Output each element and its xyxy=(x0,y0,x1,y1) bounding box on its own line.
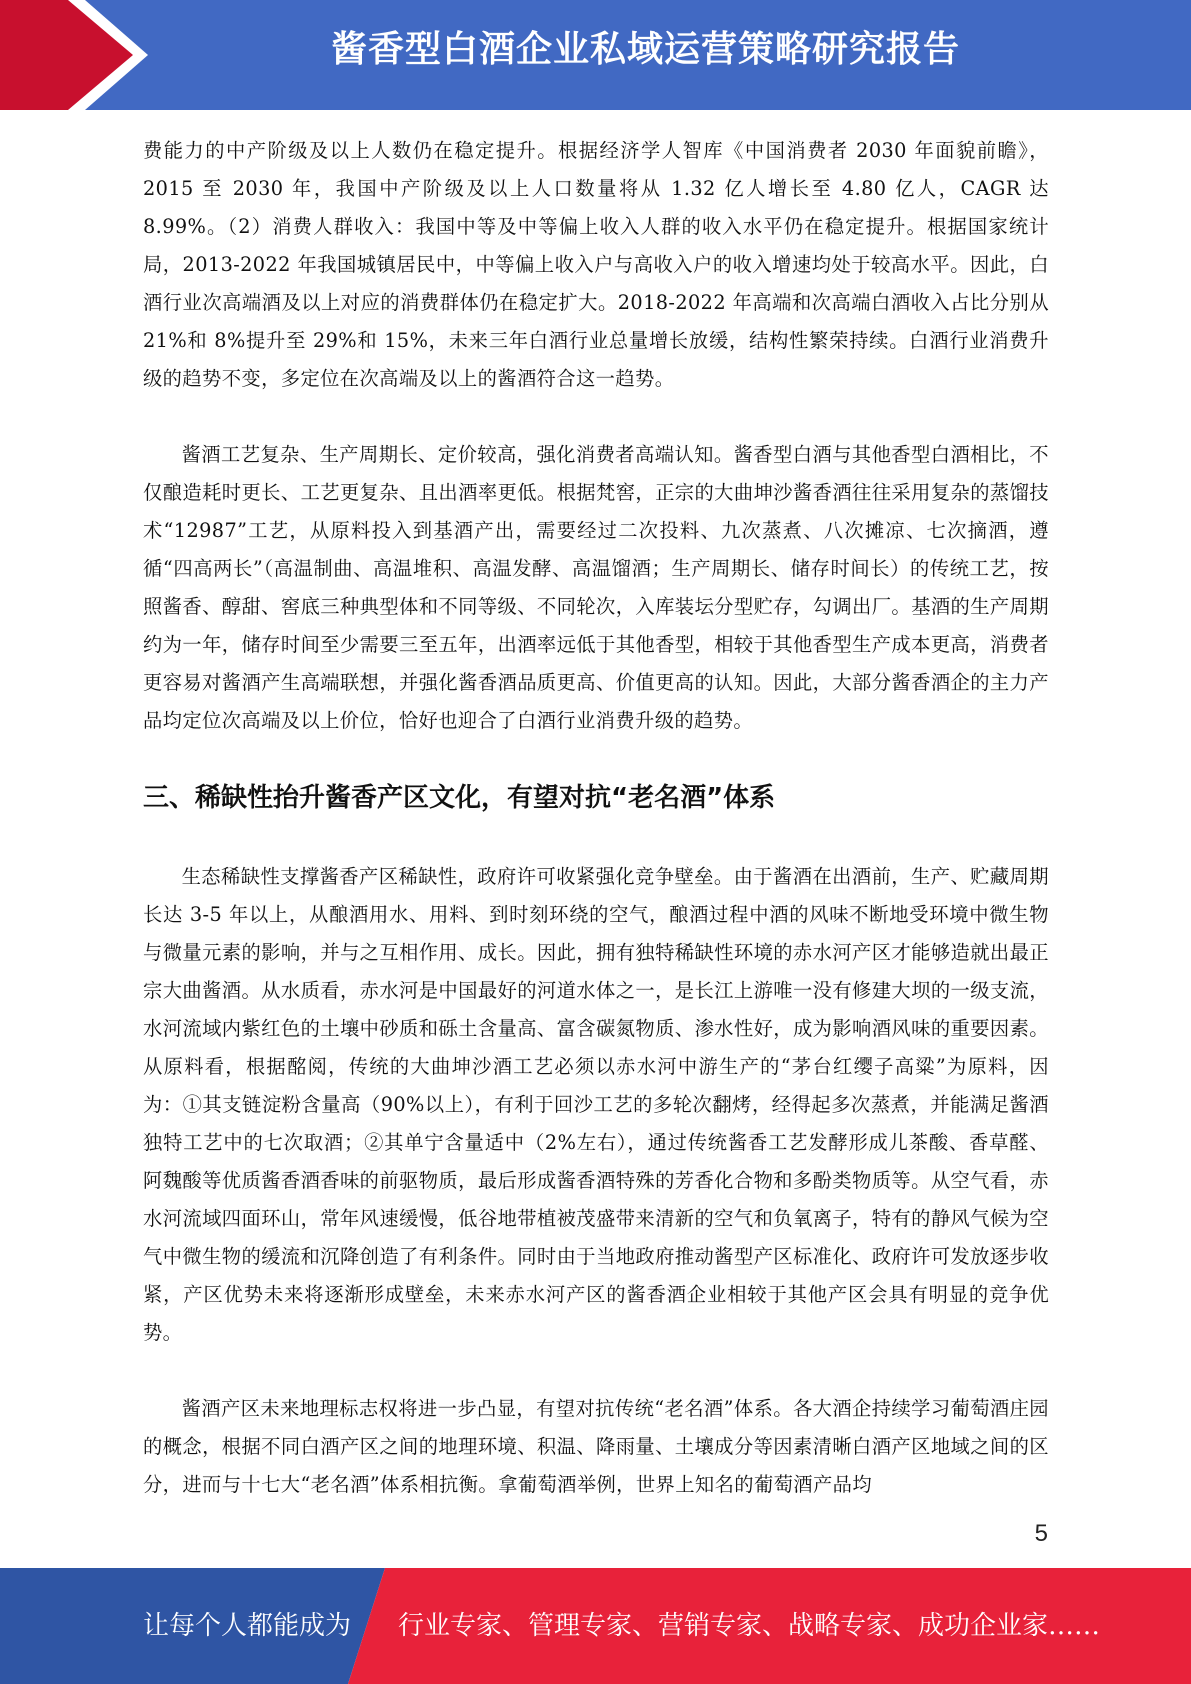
red-arrow-decoration xyxy=(0,0,160,110)
page-number: 5 xyxy=(1034,1520,1048,1547)
page-footer xyxy=(0,1568,1191,1684)
paragraph-4: 酱酒产区未来地理标志权将进一步凸显，有望对抗传统“老名酒”体系。各大酒企持续学习葡萄酒庄园的概念，根据不同白酒产区之间的地理环境、积温、降雨量、土壤成分等因素清晰白酒产区地域之间的区分，进而与十七大“老名酒”体系相抗衡。拿葡萄酒举例，世界上知名的葡萄酒产品均 xyxy=(143,1397,1049,1496)
page-body xyxy=(143,132,1049,1504)
page-header xyxy=(0,0,1191,110)
paragraph-1: 费能力的中产阶级及以上人数仍在稳定提升。根据经济学人智库《中国消费者 2030 年面貌前瞻》，2015 至 2030 年，我国中产阶级及以上人口数量将从 1.32 亿人增长至 4.80 亿人，CAGR 达 8.99%。（2）消费人群收入：我国中等及中等偏上收入人群的收入水平仍在稳定提升。根据国家统计局，2013-2022 年我国城镇居民中，中等偏上收入户与高收入户的收入增速均处于较高水平。因此，白酒行业次高端酒及以上对应的消费群体仍在稳定扩大。2018-2022 年高端和次高端白酒收入占比分别从 21%和 8%提升至 29%和 15%，未来三年白酒行业总量增长放缓，结构性繁荣持续。白酒行业消费升级的趋势不变，多定位在次高端及以上的酱酒符合这一趋势。 xyxy=(143,139,1049,390)
section-heading: 三、稀缺性抬升酱香产区文化，有望对抗“老名酒”体系 xyxy=(143,783,776,813)
paragraph-2: 酱酒工艺复杂、生产周期长、定价较高，强化消费者高端认知。酱香型白酒与其他香型白酒相比，不仅酿造耗时更长、工艺更复杂、且出酒率更低。根据梵窖，正宗的大曲坤沙酱香酒往往采用复杂的蒸馏技术“12987”工艺，从原料投入到基酒产出，需要经过二次投料、九次蒸煮、八次摊凉、七次摘酒，遵循“四高两长”（高温制曲、高温堆积、高温发酵、高温馏酒；生产周期长、储存时间长）的传统工艺，按照酱香、醇甜、窖底三种典型体和不同等级、不同轮次，入库装坛分型贮存，勾调出厂。基酒的生产周期约为一年，储存时间至少需要三至五年，出酒率远低于其他香型，相较于其他香型生产成本更高，消费者更容易对酱酒产生高端联想，并强化酱香酒品质更高、价值更高的认知。因此，大部分酱香酒企的主力产品均定位次高端及以上价位，恰好也迎合了白酒行业消费升级的趋势。 xyxy=(143,443,1049,732)
paragraph-3: 生态稀缺性支撑酱香产区稀缺性，政府许可收紧强化竞争壁垒。由于酱酒在出酒前，生产、贮藏周期长达 3-5 年以上，从酿酒用水、用料、到时刻环绕的空气，酿酒过程中酒的风味不断地受环境中微生物与微量元素的影响，并与之互相作用、成长。因此，拥有独特稀缺性环境的赤水河产区才能够造就出最正宗大曲酱酒。从水质看，赤水河是中国最好的河道水体之一，是长江上游唯一没有修建大坝的一级支流，水河流域内紫红色的土壤中砂质和砾土含量高、富含碳氮物质、渗水性好，成为影响酒风味的重要因素。从原料看，根据酩阅，传统的大曲坤沙酒工艺必须以赤水河中游生产的“茅台红缨子高粱”为原料，因为：①其支链淀粉含量高（90%以上），有利于回沙工艺的多轮次翻烤，经得起多次蒸煮，并能满足酱酒独特工艺中的七次取酒；②其单宁含量适中（2%左右），通过传统酱香工艺发酵形成儿茶酸、香草醛、阿魏酸等优质酱香酒香味的前驱物质，最后形成酱香酒特殊的芳香化合物和多酚类物质等。从空气看，赤水河流域四面环山，常年风速缓慢，低谷地带植被茂盛带来清新的空气和负氧离子，特有的静风气候为空气中微生物的缓流和沉降创造了有利条件。同时由于当地政府推动酱型产区标准化、政府许可发放逐步收紧，产区优势未来将逐渐形成壁垒，未来赤水河产区的酱香酒企业相较于其他产区会具有明显的竞争优势。 xyxy=(143,865,1049,1344)
footer-slogan-right: 行业专家、管理专家、营销专家、战略专家、成功企业家…… xyxy=(398,1611,1101,1641)
report-title: 酱香型白酒企业私域运营策略研究报告 xyxy=(330,29,960,70)
footer-slogan-left: 让每个人都能成为 xyxy=(143,1611,352,1641)
